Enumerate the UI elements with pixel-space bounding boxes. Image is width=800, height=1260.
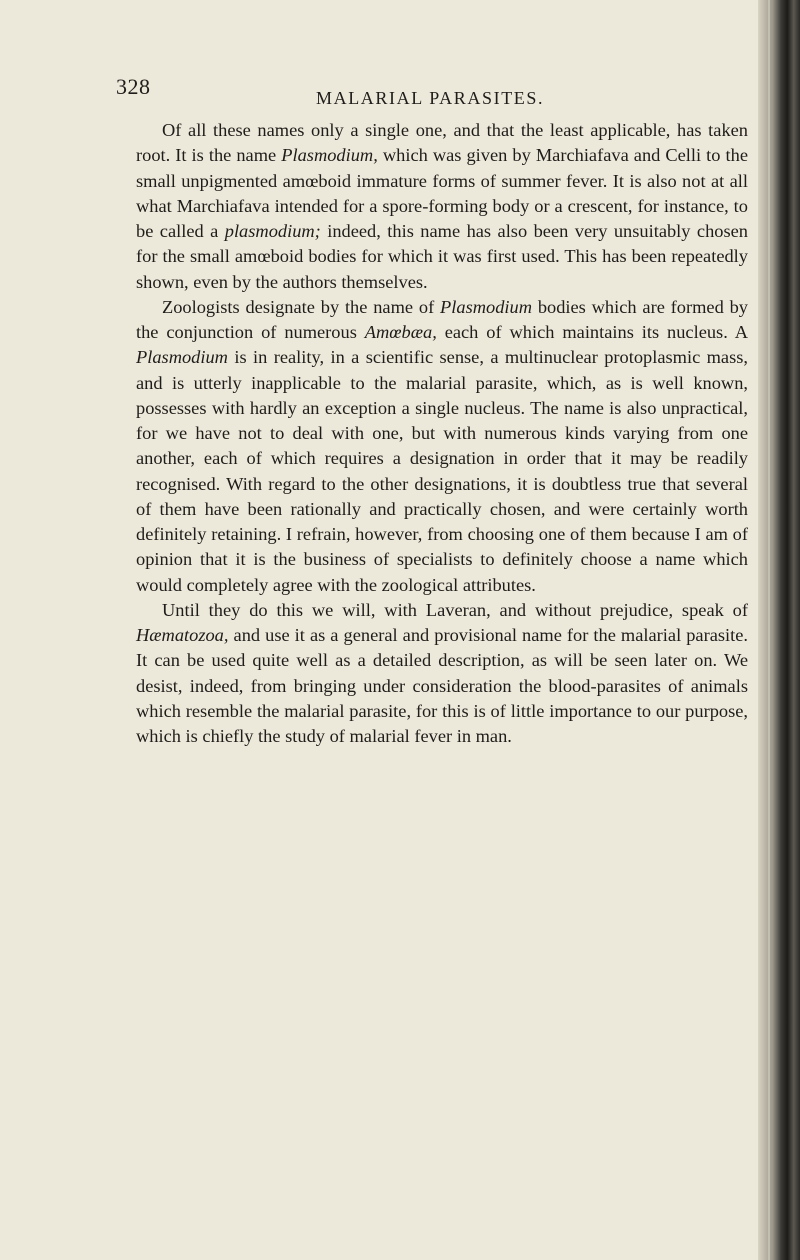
- italic-term: Hæmatozoa,: [136, 625, 229, 645]
- text-segment: indeed, this name has also been very unsuitably chosen for the small amœboid bodies for which it was first used. This has been repeatedly shown, even by the authors themselves.: [136, 221, 748, 292]
- text-segment: Of all these names only a single one, and that the least applicable, has taken root. It is the name: [136, 120, 748, 166]
- text-segment: Zoologists designate by the name of: [162, 296, 441, 317]
- text-segment: each of which maintains its nucleus. A: [436, 322, 748, 342]
- page-edge-shadow: [758, 0, 800, 1260]
- paragraph-1: [136, 118, 748, 295]
- text-segment: bodies which are formed by the conjunction of numerous: [136, 296, 748, 342]
- paragraph-2: [136, 295, 748, 598]
- italic-term: Plasmodium,: [281, 145, 378, 166]
- italic-term: Plasmodium: [440, 296, 532, 317]
- body-text: [136, 118, 748, 749]
- text-segment: and use it as a general and provisional name for the malarial parasite. It can be used quite well as a detailed description, as will be seen later on. We desist, indeed, from bringing under consideration the blood-parasites of animals which resemble the malarial parasite, for this is of little importance to our purpose, which is chiefly the study of malarial fever in man.: [136, 625, 748, 746]
- italic-term: Plasmodium: [136, 347, 228, 368]
- italic-term: Amœbæa,: [364, 322, 437, 342]
- text-segment: which was given by Marchiafava and Celli to the small unpigmented amœboid immature forms of summer fever. It is also not at all what Marchiafava intended for a spore-forming body or a crescent, for instance, to be called a: [136, 145, 748, 241]
- text-segment: Until they do this we will, with Laveran, and without prejudice, speak of: [162, 599, 748, 620]
- page-edge-highlight: [768, 0, 770, 1260]
- page-number: 328: [116, 74, 151, 99]
- paragraph-3: [136, 598, 748, 750]
- running-head: MALARIAL PARASITES.: [316, 88, 545, 108]
- italic-term: plasmodium;: [224, 221, 321, 241]
- text-segment: is in reality, in a scientific sense, a multinuclear protoplasmic mass, and is utterly inapplicable to the malarial parasite, which, as is well known, possesses with hardly an exception a single nucleus. The name is also unpractical, for we have not to deal with one, but with numerous kinds varying from one another, each of which requires a designation in order that it may be readily recognised. With regard to the other designations, it is doubtless true that several of them have been rationally and practically chosen, and were certainly worth definitely retaining. I refrain, however, from choosing one of them because I am of opinion that it is the business of specialists to definitely choose a name which would completely agree with the zoological attributes.: [136, 347, 748, 595]
